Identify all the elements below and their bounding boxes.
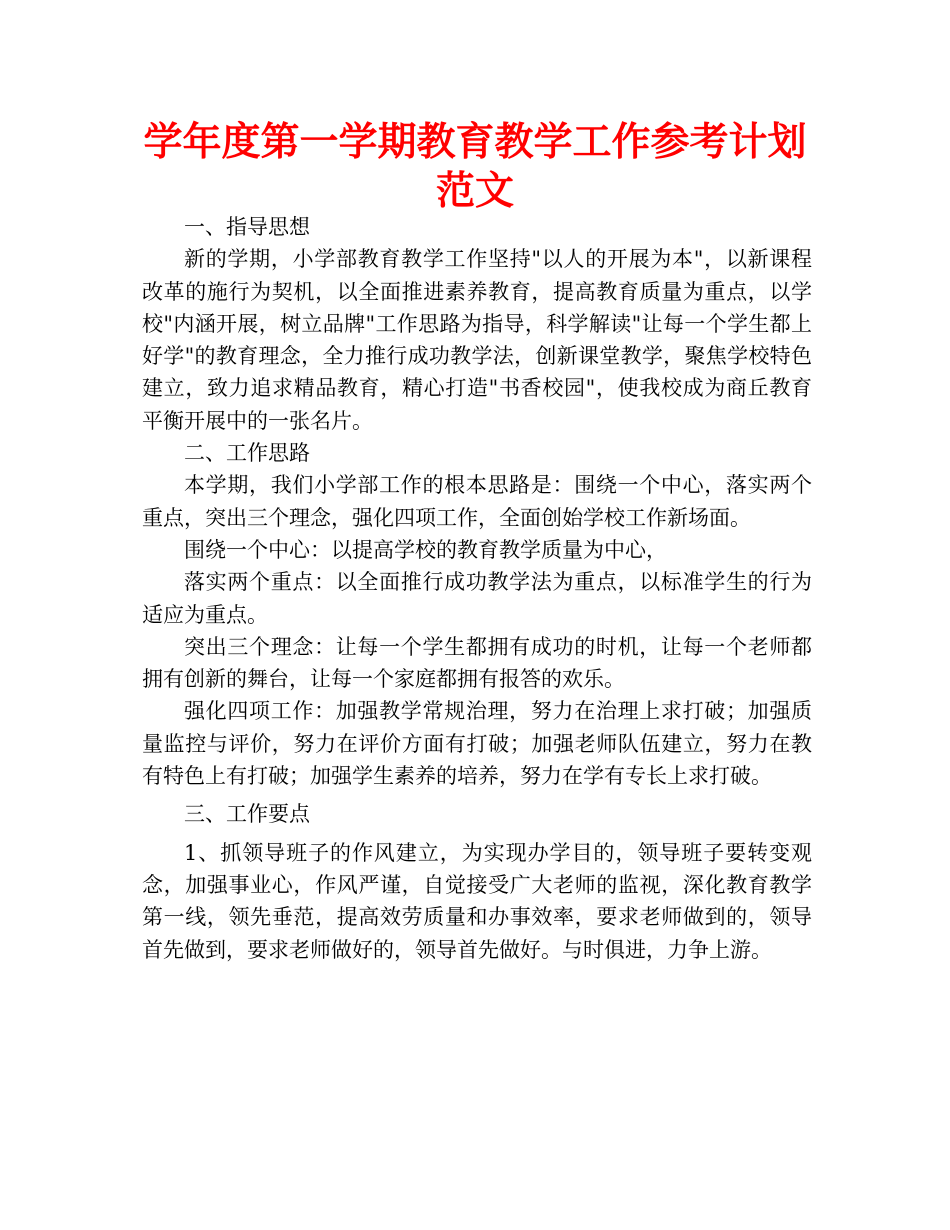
section-heading-work-points: 三、工作要点 — [184, 802, 310, 827]
paragraph-guiding-ideology: 新的学期，小学部教育教学工作坚持"以人的开展为本"，以新课程改革的施行为契机，以全面推进素养教育，提高教育质量为重点，以学校"内涵开展，树立品牌"工作思路为指导，科学解读"让每一个学生都上好学"的教育理念，全力推行成功教学法，创新课堂教学，聚焦学校特色建立，致力追求精品教育，精心打造"书香校园"，使我校成为商丘教育平衡开展中的一张名片。 — [142, 247, 812, 433]
paragraph-work-approach: 本学期，我们小学部工作的根本思路是：围绕一个中心，落实两个重点，突出三个理念，强化四项工作，全面创始学校工作新场面。 — [142, 473, 812, 530]
section-heading-work-approach: 二、工作思路 — [184, 441, 310, 466]
document-body — [142, 211, 812, 966]
paragraph-two-focuses: 落实两个重点：以全面推行成功教学法为重点，以标准学生的行为适应为重点。 — [142, 570, 812, 627]
document-title: 学年度第一学期教育教学工作参考计划范文 — [143, 120, 807, 214]
paragraph-work-point-1: 1、抓领导班子的作风建立，为实现办学目的，领导班子要转变观念，加强事业心，作风严谨，自觉接受广大老师的监视，深化教育教学第一线，领先垂范，提高效劳质量和办事效率，要求老师做到的，领导首先做到，要求老师做好的，领导首先做好。与时俱进，力争上游。 — [142, 840, 812, 962]
paragraph-one-center: 围绕一个中心：以提高学校的教育教学质量为中心， — [184, 537, 667, 562]
paragraph-three-concepts: 突出三个理念：让每一个学生都拥有成功的时机，让每一个老师都拥有创新的舞台，让每一个家庭都拥有报答的欢乐。 — [142, 634, 812, 692]
paragraph-four-tasks: 强化四项工作：加强教学常规治理，努力在治理上求打破；加强质量监控与评价，努力在评价方面有打破；加强老师队伍建立，努力在教有特色上有打破；加强学生素养的培养，努力在学有专长上求打破。 — [142, 699, 812, 789]
section-heading-guiding-ideology: 一、指导思想 — [184, 215, 310, 239]
